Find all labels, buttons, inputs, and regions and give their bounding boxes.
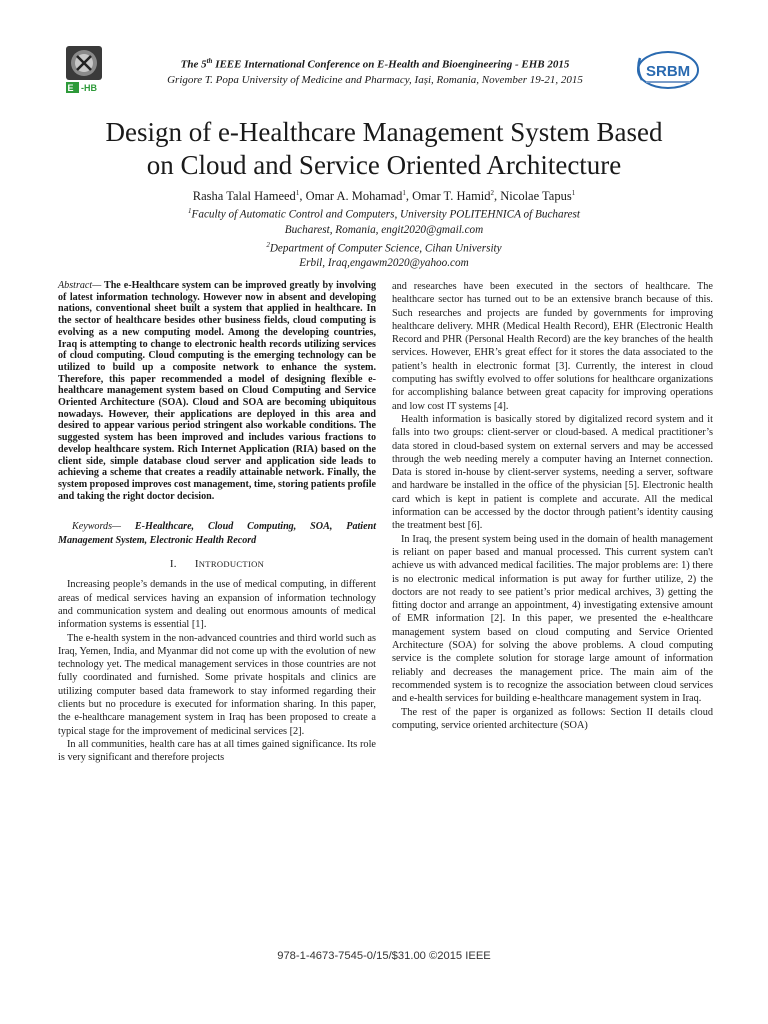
ehb-logo — [64, 46, 108, 94]
intro-paragraph-5: In Iraq, the present system being used in the domain of health management is reliant on paper based and manual processed. This current system can't achieve us with advanced medical facilities. The major problems are: 1) there is no electronic medical information is put away for further utilize, 2) the doctors are not ready to see patient’s prior medical archives, 3) getting the fitting doctor and arrange an appointment, 4) investigating extensive amount of EMR information [2]. In this paper, we presented the e-healthcare management system based on cloud computing and Service Oriented Architecture (SOA) for solving the above problems. A cloud computing service is the complete solution for storage large amount of information reliably and decreases the management price. The main aim of the recommended system is to recognize the association between cloud services and e-health services for building e-healthcare management system in Iraq. — [392, 533, 713, 705]
abstract — [58, 280, 376, 502]
intro-paragraph-2: The e-health system in the non-advanced countries and third world such as Iraq, Yemen, India, and Myanmar did not come up with the evolution of new technology yet. The medical management services in those countries are not fully coordinated and furnished. Some private hospitals and clinics are utilizing computer based data framework to stay informed regarding their clients but no procedure is executed for information sharing. In this paper, the e-healthcare management system in Iraq has been proposed to create a typical stage for the improvement of medicinal services [2]. — [58, 632, 376, 737]
conference-venue-line: Grigore T. Popa University of Medicine and Pharmacy, Iași, Romania, November 19-21, 2015 — [167, 73, 583, 86]
paper-title — [60, 116, 708, 182]
intro-paragraph-1: Increasing people’s demands in the use of medical computing, in different areas of medical services having an expansion of information technology and communication system and dealing out enormous amounts of medical information systems is essential [1]. — [58, 579, 376, 631]
author: Nicolae Tapus$^1$ — [500, 189, 576, 204]
srbm-logo — [630, 50, 700, 94]
abstract-lead: Abstract— — [58, 280, 102, 291]
svg-text:E: E — [67, 83, 74, 93]
affiliation-1-line-1: $^1$Faculty of Automatic Control and Computers, University POLITEHNICA of Bucharest — [188, 207, 580, 221]
title-line-2: on Cloud and Service Oriented Architecture — [146, 150, 622, 180]
intro-paragraph-3: In all communities, health care has at all times gained significance. Its role is very significant and therefore projects — [58, 738, 376, 764]
author-list — [60, 186, 708, 204]
svg-text:-HB: -HB — [81, 83, 97, 93]
author: Omar T. Hamid$^2$, — [412, 189, 501, 204]
copyright-footer: 978-1-4673-7545-0/15/$31.00 ©2015 IEEE — [277, 950, 491, 962]
affiliation-2-line-1: $^2$Department of Computer Science, Cihan University — [266, 240, 502, 255]
keywords-text: E-Healthcare, Cloud Computing, SOA, Patient Management System, Electronic Health Record — [58, 521, 376, 547]
keywords-lead: Keywords— — [72, 521, 121, 533]
author: Rasha Talal Hameed$^1$, — [192, 189, 306, 204]
svg-text:SRBM: SRBM — [646, 63, 691, 80]
left-column — [58, 280, 376, 765]
intro-paragraph-6: The rest of the paper is organized as follows: Section II details cloud computing, service oriented architecture (SOA) — [392, 706, 713, 731]
conference-title-line: The 5th IEEE International Conference on E-Health and Bioengineering - EHB 2015 — [180, 57, 570, 71]
right-column — [392, 280, 713, 732]
affiliations — [60, 204, 708, 271]
section-heading-introduction: I. INTRODUCTION — [169, 558, 265, 571]
keywords — [58, 520, 376, 548]
affiliation-2-line-2: Erbil, Iraq,engawm2020@yahoo.com — [299, 257, 469, 270]
title-line-1: Design of e-Healthcare Management System Based — [105, 117, 663, 147]
intro-paragraph-continued: and researches have been executed in the sectors of healthcare. The healthcare sector has turned out to be an extensive branch because of this. Such researches and projects are funded by governments for improving healthcare delivery. MHR (Medical Health Record), EHR (Electronic Health Record and PHR (Personal Health Record) are the key branches of the health services. However, EHR’s great effect for it stores the data associated to the patient’s health in electronic format [3]. Currently, the interest in cloud computing has swiftly evolved to offer solutions for healthcare organizations for accomplishing balance between great capacity for improving operations and low cost IT systems [4]. — [392, 281, 713, 412]
author: Omar A. Mohamad$^1$, — [305, 189, 413, 204]
conference-header — [110, 54, 640, 88]
abstract-text: The e-Healthcare system can be improved greatly by involving of latest information technology. However now in absent and developing nations, conventional sheet built a system that applied in healthcare. In the sector of healthcare besides other business fields, cloud computing is evolving as a new computing model. Among the developing countries, Iraq is attempting to change to electronic health records utilizing services of cloud computing. Cloud computing is the emerging technology can be utilized to build up a composite network to enhance the system. Therefore, this paper recommended a model of designing flexible e-healthcare management system based on Cloud Computing and Service Oriented Architecture (SOA). Cloud and SOA are becoming ubiquitous nowadays. However, their applications are deployed in this area and desired to appear various period stringent also workable conditions. The suggested system has been improved and includes various fractions to develop healthcare system. Rich Internet Application (RIA) based on the client side, simple database cloud server and application side leads to achieving a scheme that creates a readily attainable network. Finally, the system proposed improves cost management, time, storing patients profile and taking the right doctor decision. — [58, 280, 376, 502]
affiliation-1-line-2: Bucharest, Romania, engit2020@gmail.com — [284, 223, 484, 236]
intro-paragraph-4: Health information is basically stored by digitalized record system and it falls into two groups: client-server or cloud-based. A medical practitioner’s data stored in cloud-based system on external servers and may be accessed through the web needing merely a computer having an Internet connection. Data is stored in-house by client-server systems, needing a server, software and hardware be installed in the office of the physician [5]. Electronic health card which is kept in patient is complete and accurate. All the medical information can be accessed by the doctor through patient’s identity causing the treatment best [6]. — [392, 413, 713, 532]
